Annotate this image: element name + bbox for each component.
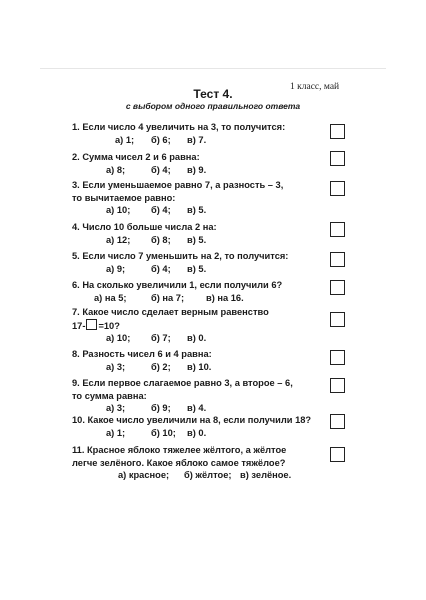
answer-checkbox[interactable]: [330, 350, 345, 365]
answer-option[interactable]: б) 2;: [151, 361, 171, 372]
question-text: 7. Какое число сделает верным равенство: [72, 307, 269, 317]
blank-box[interactable]: [86, 319, 97, 330]
answer-options: [72, 332, 269, 345]
grade-label: 1 класс, май: [290, 82, 340, 92]
test-subtitle: с выбором одного правильного ответа: [125, 101, 301, 111]
answer-checkbox[interactable]: [330, 124, 345, 139]
answer-checkbox[interactable]: [330, 378, 345, 393]
answer-option[interactable]: а) на 5;: [94, 292, 127, 303]
answer-checkbox[interactable]: [330, 280, 345, 295]
answer-option[interactable]: в) 10.: [187, 361, 212, 372]
answer-checkbox[interactable]: [330, 222, 345, 237]
question-11: [72, 444, 292, 482]
answer-option[interactable]: а) 10;: [106, 333, 131, 343]
answer-checkbox[interactable]: [330, 252, 345, 267]
answer-option[interactable]: в) 5.: [187, 234, 207, 245]
question-9: [72, 377, 293, 415]
question-text: 11. Красное яблоко тяжелее жёлтого, а жёлтое: [72, 445, 287, 455]
equation-left: 17-: [72, 320, 86, 331]
answer-options: [72, 402, 293, 415]
answer-options: [72, 361, 212, 374]
answer-option[interactable]: в) 0.: [187, 427, 207, 438]
answer-option[interactable]: б) жёлтое;: [184, 470, 232, 480]
answer-option[interactable]: в) 5.: [187, 263, 207, 274]
question-text: 3. Если уменьшаемое равно 7, а разность – 3,: [72, 180, 284, 190]
question-text: 1. Если число 4 увеличить на 3, то получится:: [72, 122, 286, 132]
answer-option[interactable]: б) 9;: [151, 403, 171, 413]
answer-option[interactable]: а) красное;: [118, 470, 170, 480]
question-1: [72, 121, 285, 146]
answer-option[interactable]: а) 8;: [106, 164, 126, 175]
question-2: [72, 151, 207, 176]
answer-option[interactable]: а) 1;: [106, 427, 126, 438]
answer-options: [72, 204, 283, 217]
answer-checkbox[interactable]: [330, 312, 345, 327]
answer-option[interactable]: б) 8;: [151, 234, 171, 245]
question-text: 6. На сколько увеличили 1, если получили 6?: [72, 280, 283, 290]
question-5: [72, 250, 288, 275]
answer-option[interactable]: б) 4;: [151, 164, 171, 175]
question-3: [72, 179, 283, 217]
question-text: то сумма равна:: [72, 390, 147, 401]
answer-option[interactable]: б) 6;: [151, 134, 171, 145]
answer-option[interactable]: в) 5.: [187, 205, 207, 215]
answer-option[interactable]: б) 4;: [151, 205, 171, 215]
answer-option[interactable]: в) 4.: [187, 403, 207, 413]
answer-option[interactable]: в) 9.: [187, 164, 207, 175]
question-4: [72, 221, 217, 246]
question-text: 8. Разность чисел 6 и 4 равна:: [72, 349, 212, 359]
answer-options: [72, 427, 311, 440]
answer-option[interactable]: в) 0.: [187, 333, 207, 343]
answer-checkbox[interactable]: [330, 151, 345, 166]
question-7: [72, 306, 269, 345]
answer-options: [72, 469, 292, 482]
equation-right: =10?: [98, 320, 120, 331]
answer-checkbox[interactable]: [330, 181, 345, 196]
question-text: 9. Если первое слагаемое равно 3, а второе – 6,: [72, 378, 293, 388]
answer-options: [72, 134, 285, 147]
answer-checkbox[interactable]: [330, 447, 345, 462]
answer-option[interactable]: а) 3;: [106, 403, 126, 413]
answer-options: [72, 292, 282, 305]
question-text: легче зелёного. Какое яблоко самое тяжёлое?: [72, 457, 286, 468]
answer-options: [72, 263, 288, 276]
question-text: 4. Число 10 больше числа 2 на:: [72, 222, 217, 232]
test-title: Тест 4.: [193, 87, 233, 101]
answer-options: [72, 234, 217, 247]
question-text: 10. Какое число увеличили на 8, если получили 18?: [72, 415, 312, 425]
answer-option[interactable]: в) на 16.: [206, 292, 244, 303]
answer-option[interactable]: б) 4;: [151, 263, 171, 274]
top-divider: [40, 68, 386, 69]
answer-option[interactable]: а) 9;: [106, 263, 126, 274]
question-10: [72, 414, 311, 439]
question-text: 2. Сумма чисел 2 и 6 равна:: [72, 152, 200, 162]
answer-option[interactable]: а) 10;: [106, 205, 131, 215]
answer-option[interactable]: а) 12;: [106, 234, 131, 245]
answer-checkbox[interactable]: [330, 414, 345, 429]
question-6: [72, 279, 282, 304]
answer-option[interactable]: б) 7;: [151, 333, 171, 343]
answer-option[interactable]: а) 1;: [115, 134, 135, 145]
answer-option[interactable]: а) 3;: [106, 361, 126, 372]
question-text: 5. Если число 7 уменьшить на 2, то получится:: [72, 251, 289, 261]
answer-option[interactable]: б) 10;: [151, 427, 176, 438]
answer-option[interactable]: в) зелёное.: [240, 470, 292, 480]
answer-option[interactable]: б) на 7;: [151, 292, 185, 303]
question-text: то вычитаемое равно:: [72, 192, 176, 203]
answer-options: [72, 164, 207, 177]
answer-option[interactable]: в) 7.: [187, 134, 207, 145]
question-8: [72, 348, 212, 373]
equation: [72, 319, 269, 333]
